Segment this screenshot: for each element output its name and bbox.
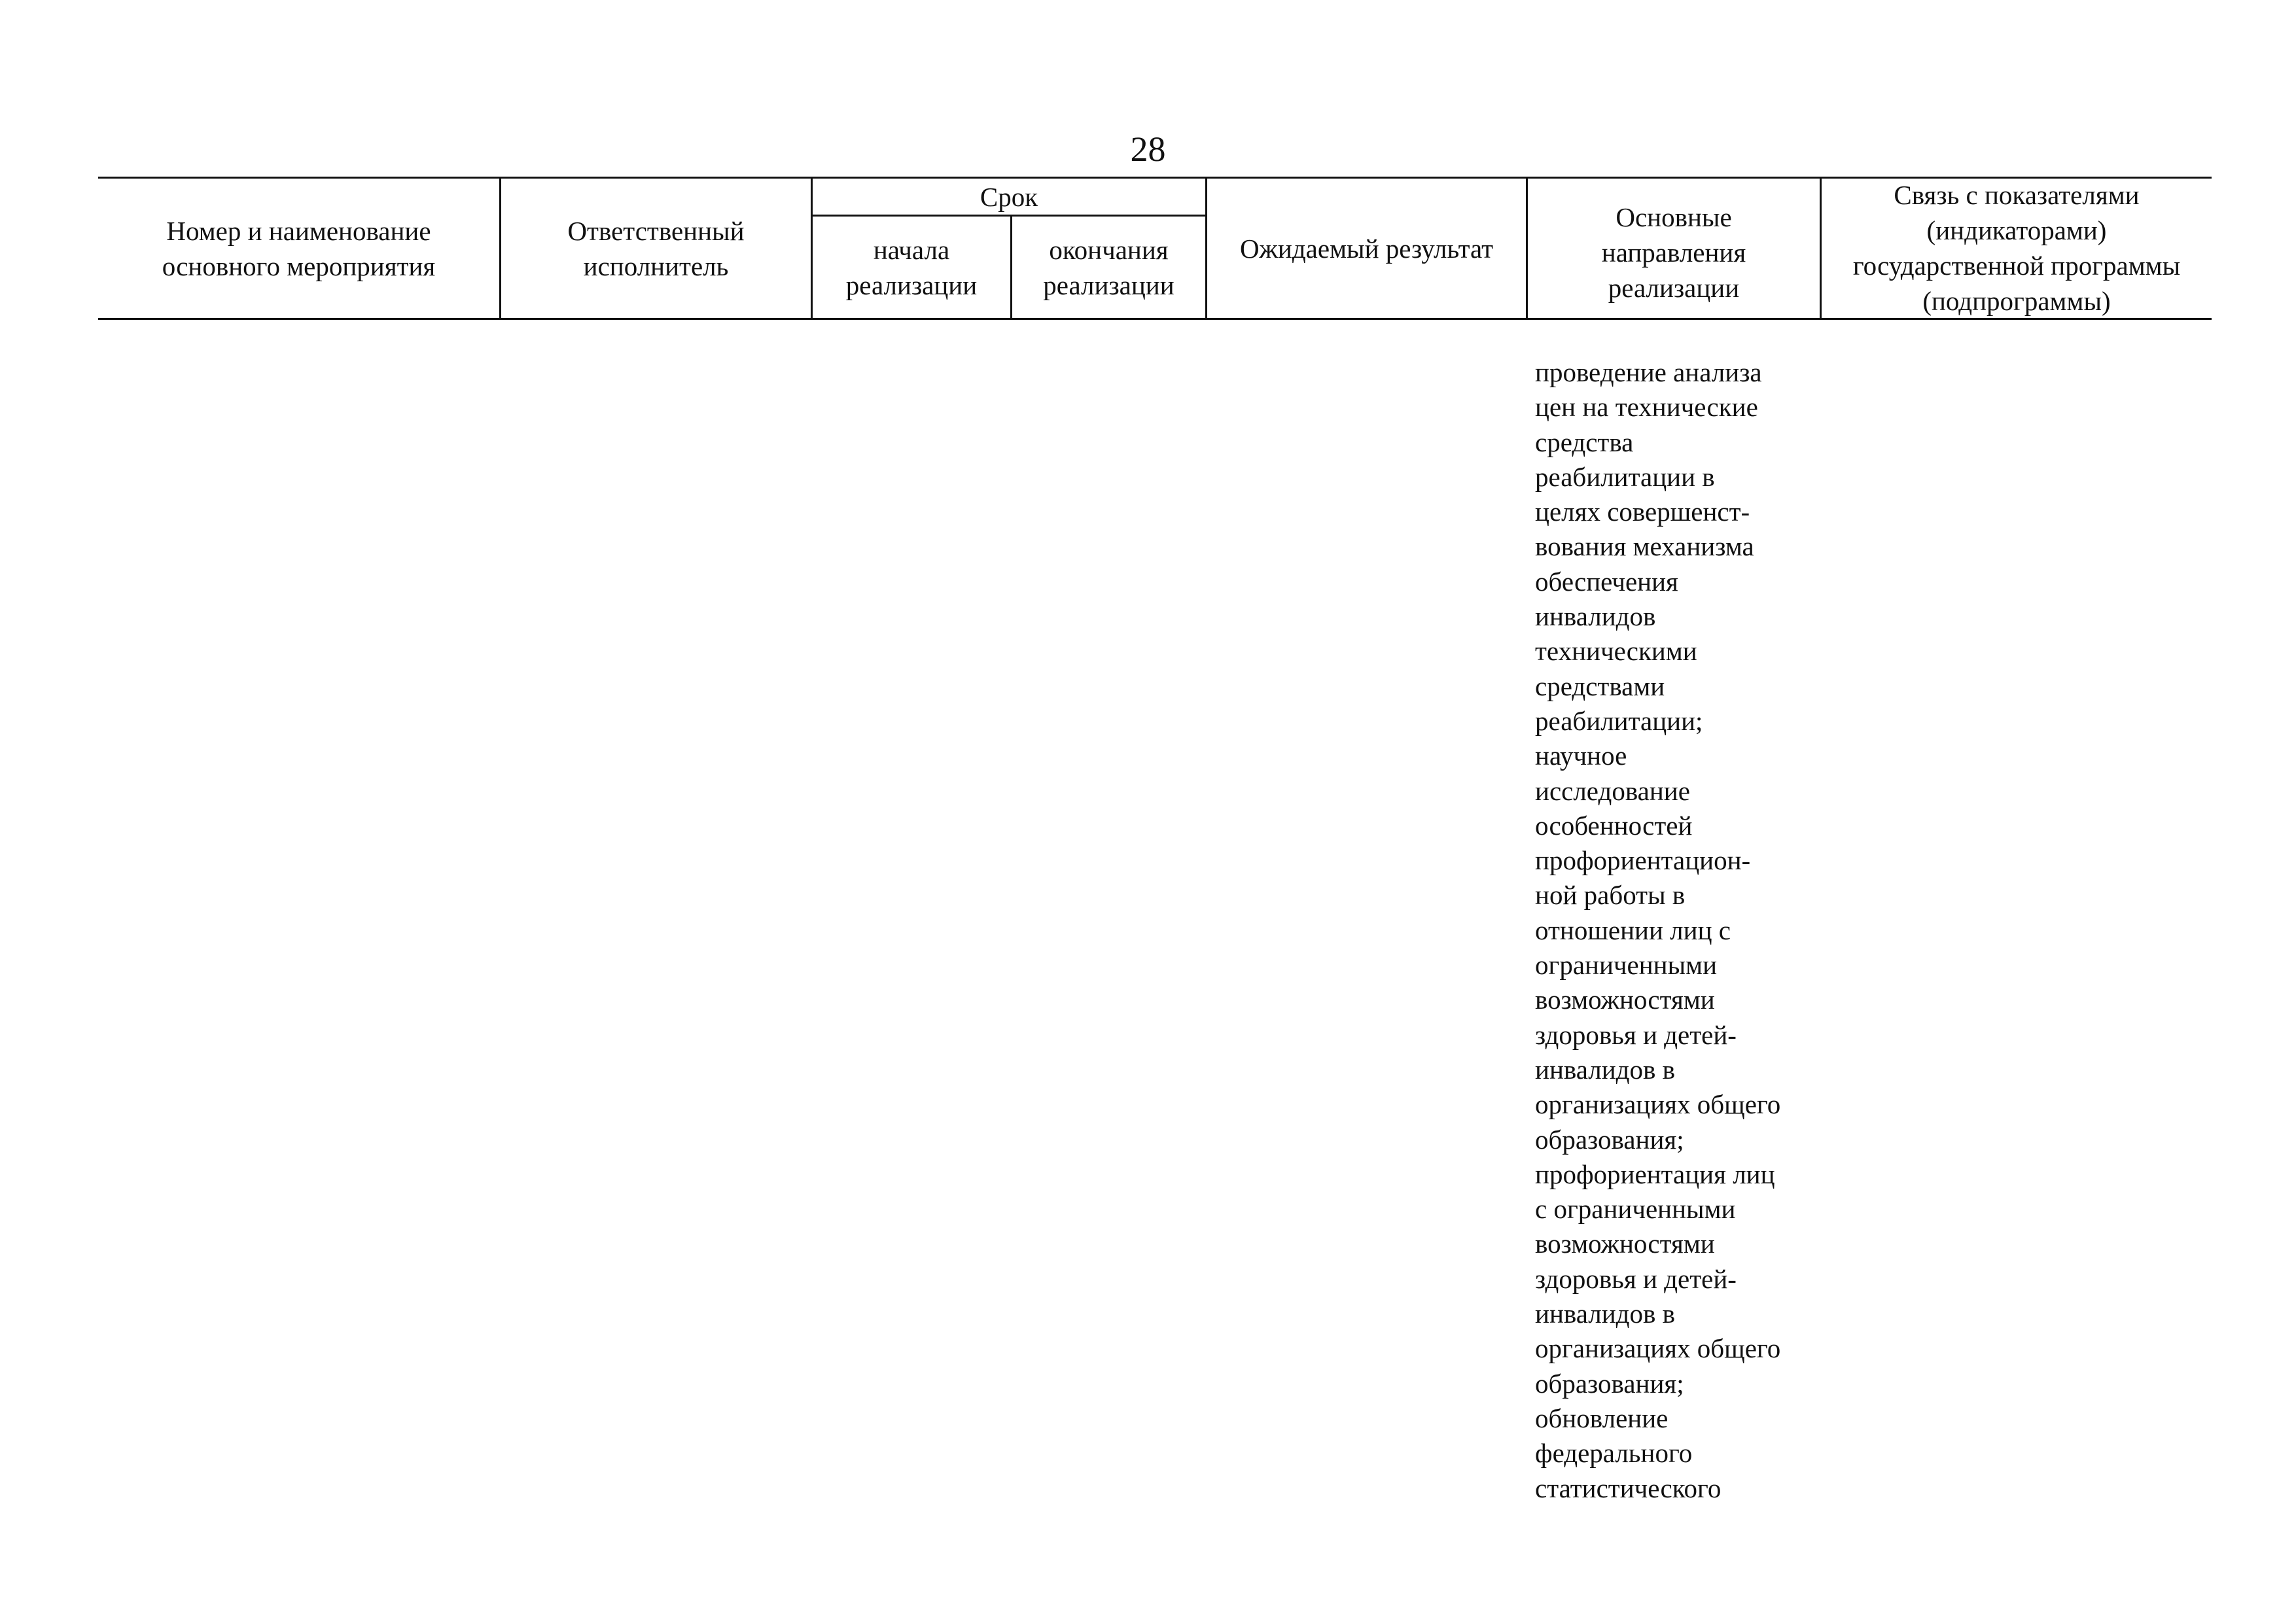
header-directions: Основные направления реализации — [1601, 201, 1746, 303]
header-event: Номер и наименование основного мероприятия — [162, 215, 436, 281]
header-term-start: начала реализации — [845, 234, 978, 300]
header-term: Срок — [980, 181, 1038, 212]
directions-cell-text: проведение анализа цен на технические средства реабилитации в целях совершенст- вования механизма обеспечения инвалидов техническими средствами реабилитации; научное исследование особенностей профориентацион- ной работы в отношении лиц с ограниченными возможностями здоровья и детей- инвалидов в организациях общего образования; профориентация лиц с ограниченными возможностями здоровья и детей- инвалидов в организациях общего образования; обновление федерального статистического — [1535, 357, 1781, 1503]
header-executor: Ответственный исполнитель — [567, 215, 745, 281]
header-term-end: окончания реализации — [1043, 234, 1174, 300]
header-indicators: Связь с показателями (индикаторами) государственной программы (подпрограммы) — [1852, 179, 2181, 316]
header-expected-result: Ожидаемый результат — [1239, 233, 1494, 264]
page-number: 28 — [1130, 130, 1166, 169]
